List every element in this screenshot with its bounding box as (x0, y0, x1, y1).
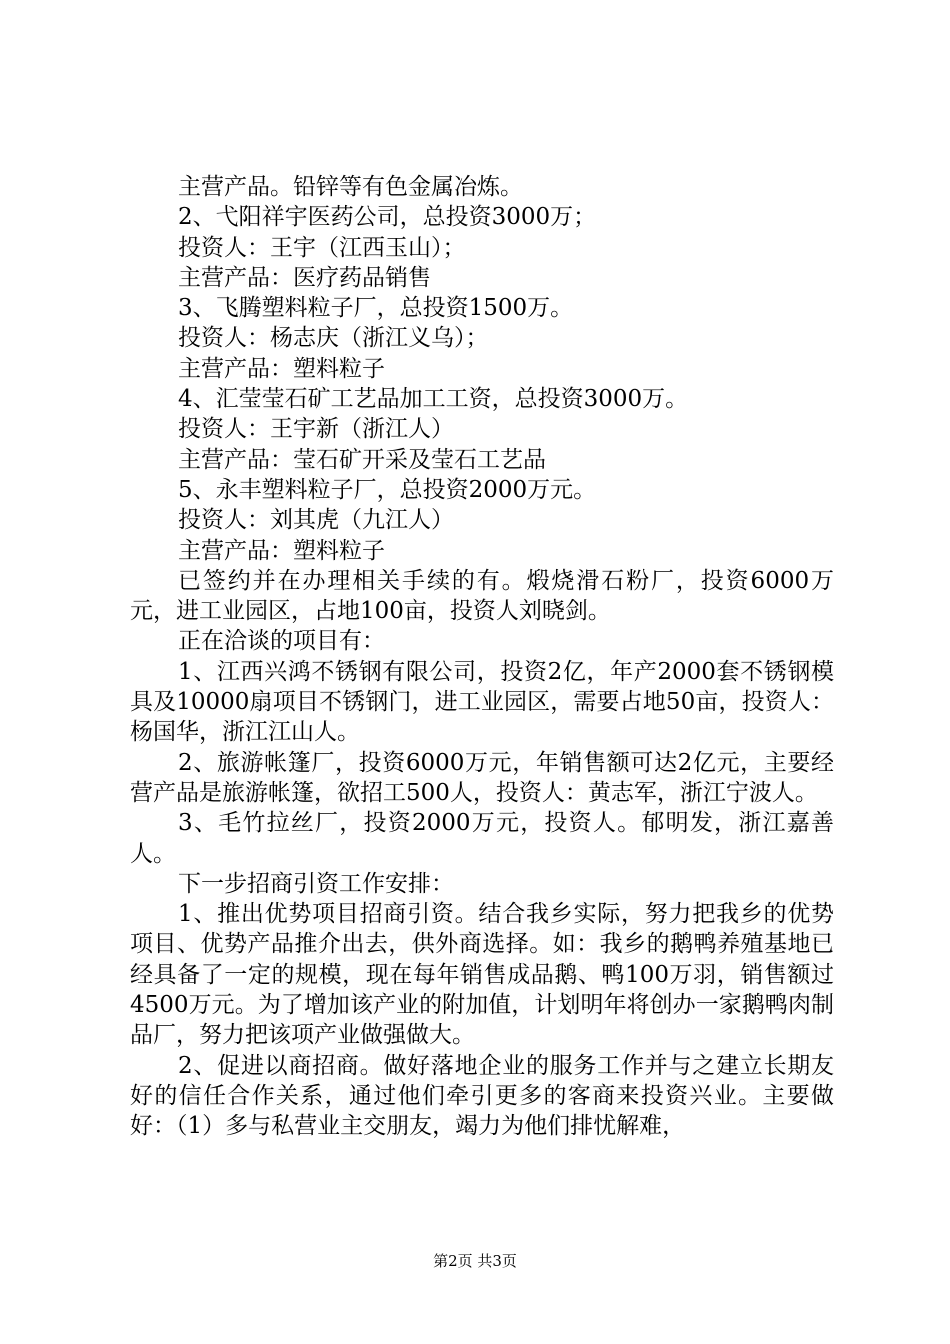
paragraph: 主营产品：莹石矿开采及莹石工艺品 (178, 446, 546, 473)
paragraph: 3、毛竹拉丝厂，投资2000万元，投资人。郁明发，浙江嘉善人。 (130, 810, 834, 867)
paragraph: 5、永丰塑料粒子厂，总投资2000万元。 (178, 476, 597, 503)
paragraph: 投资人：王宇新（浙江人） (178, 416, 454, 443)
paragraph: 2、旅游帐篷厂，投资6000万元，年销售额可达2亿元，主要经营产品是旅游帐篷，欲招工500人，投资人：黄志军，浙江宁波人。 (130, 749, 834, 806)
paragraph: 2、促进以商招商。做好落地企业的服务工作并与之建立长期友好的信任合作关系，通过他们牵引更多的客商来投资兴业。主要做好：（1）多与私营业主交朋友，竭力为他们排忧解难， (130, 1052, 834, 1140)
paragraph: 3、飞腾塑料粒子厂，总投资1500万。 (178, 295, 574, 322)
paragraph: 主营产品：塑料粒子 (178, 355, 385, 382)
paragraph: 已签约并在办理相关手续的有。煅烧滑石粉厂，投资6000万元，进工业园区，占地100亩，投资人刘晓剑。 (130, 567, 834, 625)
paragraph: 1、江西兴鸿不锈钢有限公司，投资2亿，年产2000套不锈钢模具及10000扇项目不锈钢门，进工业园区，需要占地50亩，投资人：杨国华，浙江江山人。 (130, 658, 834, 746)
paragraph: 主营产品：塑料粒子 (178, 537, 385, 564)
paragraph: 投资人：王宇（江西玉山）； (178, 234, 466, 261)
paragraph: 主营产品。铅锌等有色金属冶炼。 (178, 174, 523, 200)
paragraph: 正在洽谈的项目有： (178, 628, 385, 655)
page-footer: 第2页 共3页 (433, 1252, 517, 1270)
paragraph: 1、推出优势项目招商引资。结合我乡实际，努力把我乡的优势项目、优势产品推介出去，供外商选择。如：我乡的鹅鸭养殖基地已经具备了一定的规模，现在每年销售成品鹅、鸭100万羽，销售额过4500万元。为了增加该产业的附加值，计划明年将创办一家鹅鸭肉制品厂，努力把该项产业做强做大。 (130, 901, 834, 1049)
paragraph: 2、弋阳祥宇医药公司，总投资3000万； (178, 204, 597, 231)
paragraph: 下一步招商引资工作安排： (178, 870, 454, 897)
paragraph: 投资人：杨志庆（浙江义乌）； (178, 325, 489, 352)
paragraph: 主营产品：医疗药品销售 (178, 264, 431, 291)
document-body (130, 172, 834, 1142)
paragraph: 4、汇莹莹石矿工艺品加工工资，总投资3000万。 (178, 386, 689, 413)
paragraph: 投资人：刘其虎（九江人） (178, 507, 454, 534)
